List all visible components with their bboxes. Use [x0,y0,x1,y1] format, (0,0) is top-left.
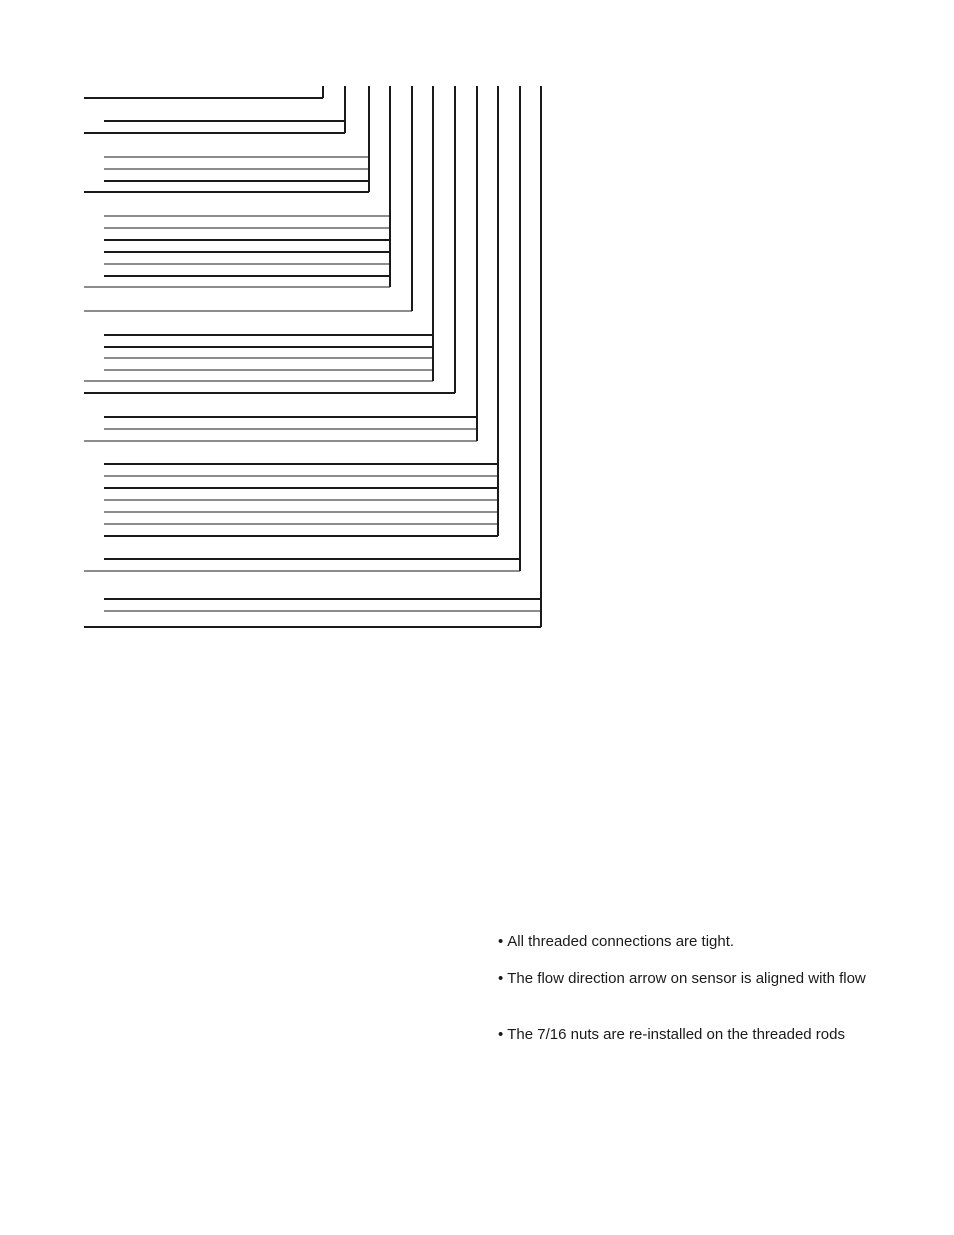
leader-group [84,86,541,627]
bullet-marker: • [498,933,504,950]
leader-group [84,86,369,192]
checklist-item [498,1026,845,1044]
leader-group [84,86,433,381]
checklist-item [498,970,866,988]
bullet-marker: • [498,970,504,987]
leader-group [84,86,323,98]
checklist-item-text: All threaded connections are tight. [507,933,735,950]
checklist-item-text: The flow direction arrow on sensor is aligned with flow [507,970,866,987]
checklist-item [498,933,734,951]
checklist-item-text: The 7/16 nuts are re-installed on the threaded rods [507,1026,845,1043]
leader-group [84,86,390,287]
leader-group [84,86,345,133]
bullet-marker: • [498,1026,504,1043]
leader-group [84,86,412,311]
